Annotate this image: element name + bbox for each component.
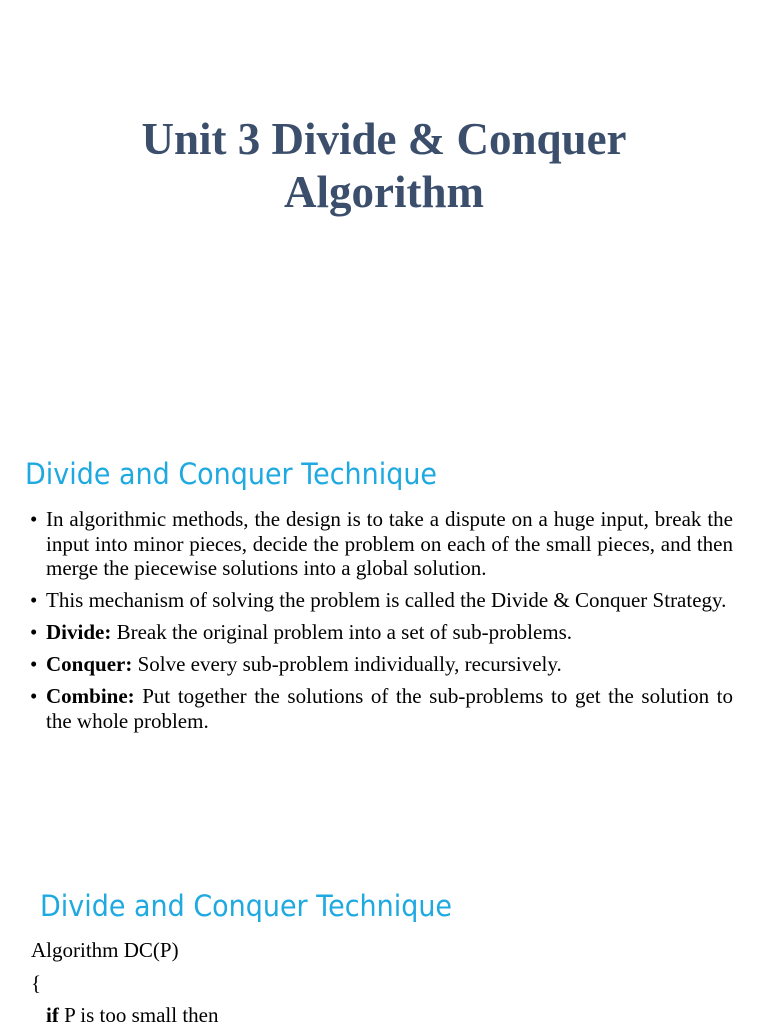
list-item [30,620,733,645]
slide-title [0,113,768,219]
list-item [30,588,733,613]
title-slide [0,0,768,420]
bullet-icon: • [30,588,38,612]
if-line [46,1003,218,1027]
slide2-heading: Divide and Conquer Technique [25,457,438,491]
bullet-bold: Conquer: [46,652,133,676]
bullet-text: Break the original problem into a set of sub-problems. [111,620,573,644]
bullet-text: Put together the solutions of the sub-problems to get the solution to the whole problem. [46,684,733,733]
bullet-text: In algorithmic methods, the design is to take a dispute on a huge input, break the input into minor pieces, decide the problem on each of the small pieces, and then merge the piecewise solutions into a global solution. [46,507,733,580]
bullet-list [30,507,733,741]
title-line-1: Unit 3 Divide & Conquer [141,114,627,164]
algorithm-line: Algorithm DC(P) [31,938,179,962]
list-item [30,652,733,677]
if-keyword: if [46,1003,59,1027]
bullet-text: Solve every sub-problem individually, recursively. [132,652,562,676]
list-item [30,507,733,581]
bullet-icon: • [30,652,38,676]
bullet-bold: Divide: [46,620,112,644]
title-line-2: Algorithm [284,167,484,217]
list-item [30,684,733,733]
bullet-icon: • [30,684,38,708]
bullet-icon: • [30,507,38,531]
bullet-text: This mechanism of solving the problem is called the Divide & Conquer Strategy. [46,588,727,612]
bullet-icon: • [30,620,38,644]
slide3-heading: Divide and Conquer Technique [40,889,453,923]
open-brace-line: { [31,971,42,995]
if-condition: P is too small then [58,1003,219,1027]
bullet-bold: Combine: [46,684,135,708]
